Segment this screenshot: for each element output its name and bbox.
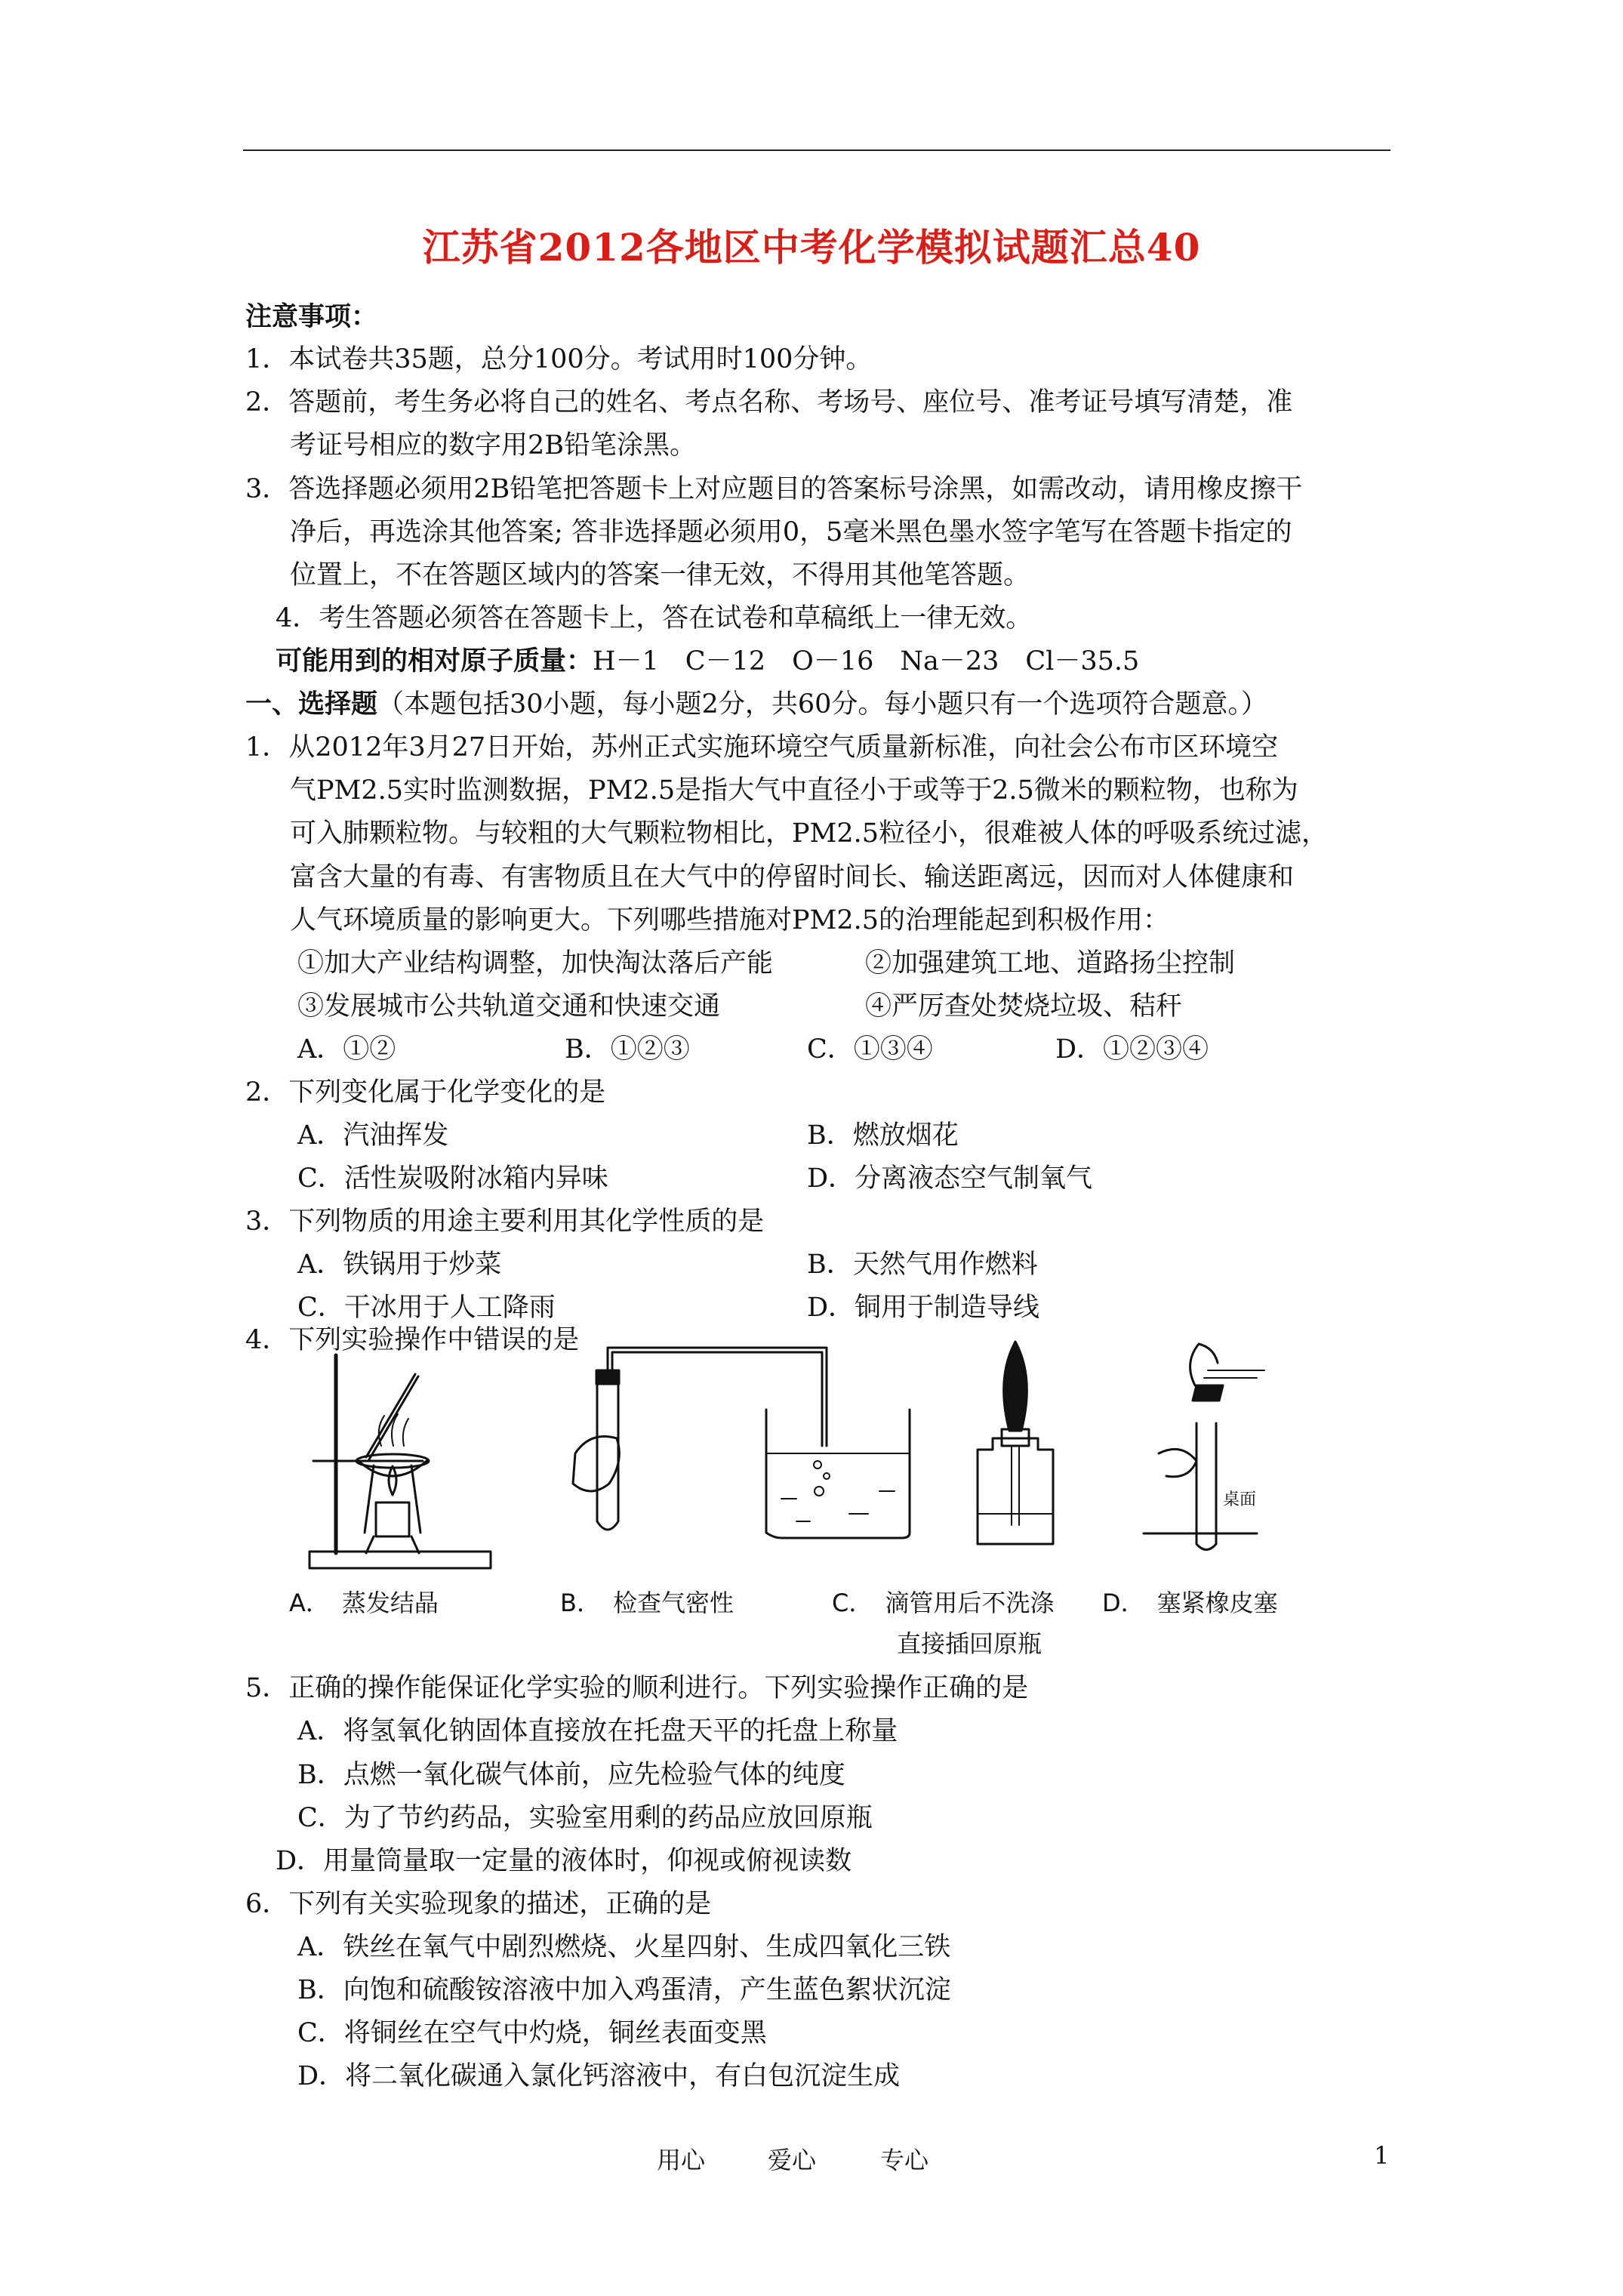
table-label: 桌面 — [1223, 1490, 1257, 1509]
option-d: D．将二氧化碳通入氯化钙溶液中，有白包沉淀生成 — [297, 2061, 901, 2091]
question-1-line: 可入肺颗粒物。与较粗的大气颗粒物相比，PM2.5粒径小，很难被人体的呼吸系统过滤， — [290, 818, 1329, 849]
page-number: 1 — [1374, 2141, 1390, 2170]
footer-right: 专心 — [880, 2146, 929, 2174]
option-b: B．点燃一氧化碳气体前，应先检验气体的纯度 — [297, 1760, 845, 1790]
section-desc: （本题包括30小题，每小题2分，共60分。每小题只有一个选项符合题意。） — [377, 689, 1267, 720]
notice-heading: 注意事项： — [245, 301, 378, 332]
atomic-mass-values: H－1 C－12 O－16 Na－23 Cl－35.5 — [593, 646, 1140, 676]
evaporation-apparatus-icon — [310, 1355, 491, 1568]
footer-mid: 爱心 — [768, 2146, 817, 2174]
question-6-stem: 6．下列有关实验现象的描述，正确的是 — [245, 1889, 712, 1919]
page-title: 江苏省2012各地区中考化学模拟试题汇总40 — [422, 225, 1201, 270]
question-4-stem: 4．下列实验操作中错误的是 — [245, 1325, 580, 1355]
option-d: D．用量筒量取一定量的液体时，仰视或俯视读数 — [276, 1846, 852, 1876]
notice-item: 4．考生答题必须答在答题卡上，答在试卷和草稿纸上一律无效。 — [276, 603, 1033, 633]
option-a: A．铁丝在氧气中剧烈燃烧、火星四射、生成四氧化三铁 — [297, 1932, 951, 1962]
measure-3: ③发展城市公共轨道交通和快速交通 — [297, 991, 721, 1022]
question-1-line: 人气环境质量的影响更大。下列哪些措施对PM2.5的治理能起到积极作用： — [290, 905, 1170, 935]
caption-d: D． 塞紧橡皮塞 — [1102, 1589, 1278, 1617]
question-5-stem: 5．正确的操作能保证化学实验的顺利进行。下列实验操作正确的是 — [245, 1673, 1029, 1703]
notice-item: 考证号相应的数字用2B铅笔涂黑。 — [290, 430, 696, 461]
measure-2: ②加强建筑工地、道路扬尘控制 — [865, 948, 1236, 978]
question-3-stem: 3．下列物质的用途主要利用其化学性质的是 — [245, 1207, 765, 1237]
notice-item: 位置上，不在答题区域内的答案一律无效，不得用其他笔答题。 — [290, 560, 1030, 590]
option-b: B．向饱和硫酸铵溶液中加入鸡蛋清，产生蓝色絮状沉淀 — [297, 1975, 951, 2005]
question-2-stem: 2．下列变化属于化学变化的是 — [245, 1077, 606, 1108]
option-c: C．活性炭吸附冰箱内异味 — [297, 1163, 608, 1194]
dropper-bottle-icon — [978, 1342, 1053, 1544]
option-a: A．铁锅用于炒菜 — [297, 1250, 502, 1280]
option-c: C．将铜丝在空气中灼烧，铜丝表面变黑 — [297, 2018, 767, 2048]
footer-left: 用心 — [657, 2146, 706, 2174]
atomic-mass-line — [276, 640, 1139, 678]
caption-a: A． 蒸发结晶 — [289, 1589, 439, 1617]
option-c: C．干冰用于人工降雨 — [297, 1293, 556, 1323]
stopper-tube-icon — [1144, 1344, 1264, 1550]
option-a: A．汽油挥发 — [297, 1120, 449, 1151]
option-c: C．①③④ — [807, 1034, 933, 1065]
caption-b: B． 检查气密性 — [560, 1589, 734, 1617]
option-d: D．铜用于制造导线 — [807, 1293, 1040, 1323]
notice-item: 2．答题前，考生务必将自己的姓名、考点名称、考场号、座位号、准考证号填写清楚，准 — [245, 387, 1293, 418]
measure-1: ①加大产业结构调整，加快淘汰落后产能 — [297, 948, 774, 978]
option-b: B．燃放烟花 — [807, 1120, 959, 1151]
caption-c-2: 直接插回原瓶 — [897, 1629, 1042, 1658]
measure-4: ④严厉查处焚烧垃圾、秸秆 — [865, 991, 1183, 1022]
notice-item: 3．答选择题必须用2B铅笔把答题卡上对应题目的答案标号涂黑，如需改动，请用橡皮擦干 — [245, 474, 1303, 504]
experiment-figure — [253, 1340, 1287, 1582]
caption-c: C． 滴管用后不洗涤 — [832, 1589, 1055, 1617]
option-b: B．①②③ — [565, 1034, 690, 1065]
option-c: C．为了节约药品，实验室用剩的药品应放回原瓶 — [297, 1803, 873, 1833]
option-b: B．天然气用作燃料 — [807, 1250, 1038, 1280]
header-rule — [243, 149, 1390, 151]
notice-item: 1．本试卷共35题，总分100分。考试用时100分钟。 — [245, 344, 873, 374]
question-1-line: 富含大量的有毒、有害物质且在大气中的停留时间长、输送距离远，因而对人体健康和 — [290, 862, 1295, 892]
atomic-mass-label: 可能用到的相对原子质量： — [276, 646, 593, 676]
option-d: D．分离液态空气制氧气 — [807, 1163, 1093, 1194]
airtightness-check-icon — [573, 1348, 910, 1538]
notice-item: 净后，再选涂其他答案; 答非选择题必须用0，5毫米黑色墨水签字笔写在答题卡指定的 — [290, 517, 1292, 547]
option-d: D．①②③④ — [1055, 1034, 1209, 1065]
question-1-line: 气PM2.5实时监测数据，PM2.5是指大气中直径小于或等于2.5微米的颗粒物，也称为 — [290, 775, 1298, 806]
option-a: A．①② — [297, 1034, 396, 1065]
section-label: 一、选择题 — [245, 689, 378, 720]
question-1-line: 1．从2012年3月27日开始，苏州正式实施环境空气质量新标准，向社会公布市区环境空 — [245, 732, 1279, 763]
section-heading — [245, 683, 1267, 721]
option-a: A．将氢氧化钠固体直接放在托盘天平的托盘上称量 — [297, 1716, 898, 1746]
